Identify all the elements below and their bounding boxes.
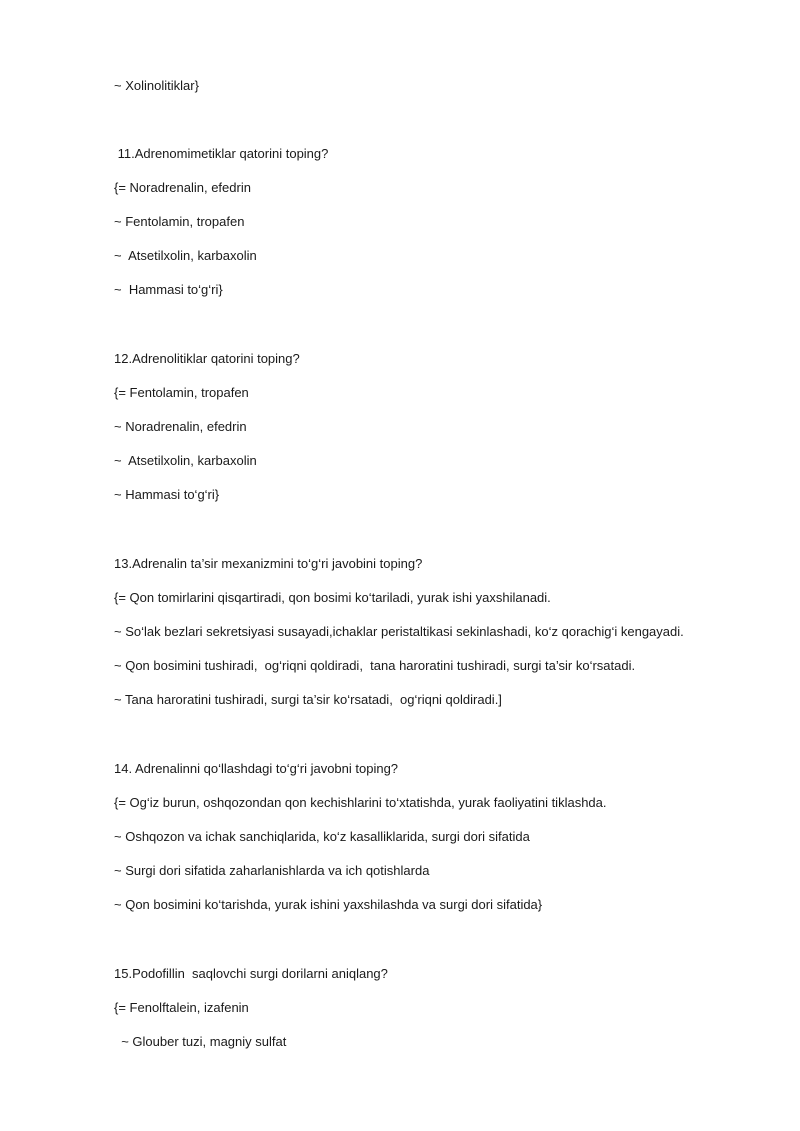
- answer-option: ~ Oshqozon va ichak sanchiqlarida, ko‘z kasalliklarida, surgi dori sifatida: [114, 829, 530, 844]
- question-13: 13.Adrenalin ta’sir mexanizmini to‘g‘ri javobini toping?: [114, 556, 423, 571]
- question-12: 12.Adrenolitiklar qatorini toping?: [114, 351, 300, 366]
- answer-option: ~ Atsetilxolin, karbaxolin: [114, 248, 257, 263]
- answer-option: ~ Hammasi to‘g‘ri}: [114, 282, 223, 297]
- answer-option: {= Qon tomirlarini qisqartiradi, qon bosimi ko‘tariladi, yurak ishi yaxshilanadi.: [114, 590, 551, 605]
- answer-option: {= Noradrenalin, efedrin: [114, 180, 251, 195]
- answer-option: ~ Fentolamin, tropafen: [114, 214, 245, 229]
- answer-option: ~ Tana haroratini tushiradi, surgi ta’sir ko‘rsatadi, og‘riqni qoldiradi.]: [114, 692, 502, 707]
- answer-option: {= Fenolftalein, izafenin: [114, 1000, 249, 1015]
- question-14: 14. Adrenalinni qo‘llashdagi to‘g‘ri javobni toping?: [114, 761, 399, 776]
- answer-option: ~ Noradrenalin, efedrin: [114, 419, 247, 434]
- question-11: 11.Adrenomimetiklar qatorini toping?: [114, 146, 329, 161]
- answer-option: ~ Hammasi to‘g‘ri}: [114, 487, 220, 502]
- answer-option: ~ Qon bosimini ko‘tarishda, yurak ishini yaxshilashda va surgi dori sifatida}: [114, 897, 543, 912]
- question-15: 15.Podofillin saqlovchi surgi dorilarni aniqlang?: [114, 966, 388, 981]
- answer-option: {= Og‘iz burun, oshqozondan qon kechishlarini to‘xtatishda, yurak faoliyatini tiklashda.: [114, 795, 607, 810]
- answer-option: {= Fentolamin, tropafen: [114, 385, 249, 400]
- answer-option: ~ Atsetilxolin, karbaxolin: [114, 453, 257, 468]
- answer-option: ~ Qon bosimini tushiradi, og‘riqni qoldiradi, tana haroratini tushiradi, surgi ta’sir ko‘rsatadi.: [114, 658, 636, 673]
- answer-option: ~ Glouber tuzi, magniy sulfat: [114, 1034, 287, 1049]
- answer-option: ~ So‘lak bezlari sekretsiyasi susayadi,ichaklar peristaltikasi sekinlashadi, ko‘z qorachig‘i kengayadi.: [114, 624, 684, 639]
- answer-option: ~ Surgi dori sifatida zaharlanishlarda va ich qotishlarda: [114, 863, 430, 878]
- answer-option: ~ Xolinolitiklar}: [114, 78, 199, 93]
